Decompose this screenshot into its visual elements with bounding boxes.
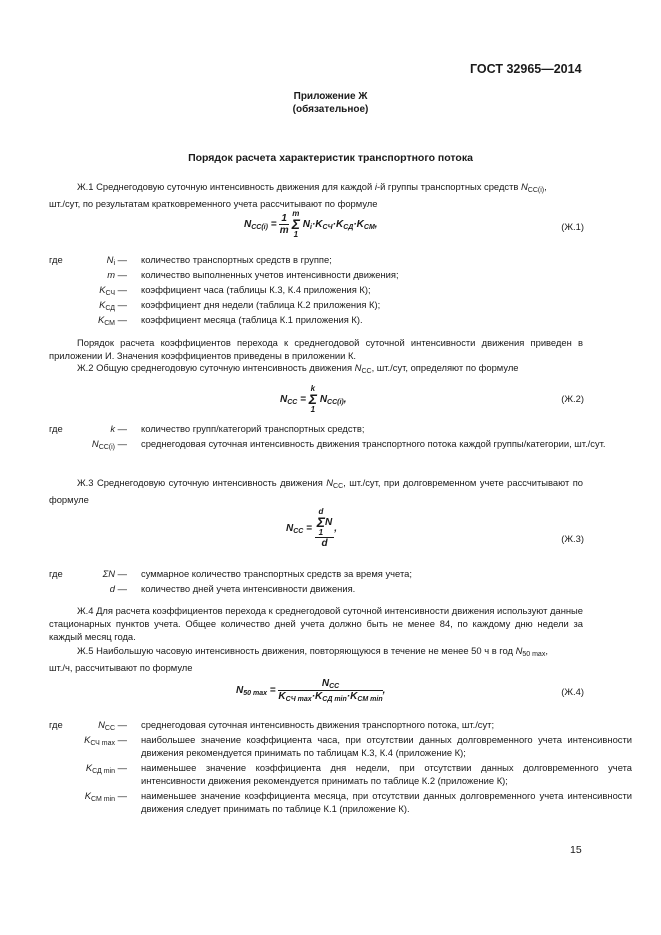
paragraph-zh5: Ж.5 Наибольшую часовую интенсивность движения, повторяющуюся в течение не менее 50 ч в год $N_{50 max}$, шт./ч, рассчитывают по формуле — [49, 645, 548, 673]
standard-header: ГОСТ 32965—2014 — [470, 62, 582, 76]
formula-zh2: $N_{CC} = k$ Σ 1 $N_{CC(i)}$, — [280, 384, 347, 414]
fraction: $\frac{N_{CC}}{K_{СЧ max}\cdot K_{СД min}\cdot K_{СМ min}}$ — [278, 678, 383, 703]
paragraph-zh1: Ж.1 Среднегодовую суточную интенсивность движения для каждой i-й группы транспортных средств $N_{CC(i)}$, шт./сут, по результатам кратковременного учета рассчитывают по формуле — [49, 181, 547, 209]
formula-zh4: $N_{50 max}$ = $\frac{N_{CC}}{K_{СЧ max}\cdot K_{СД min}\cdot K_{СМ min}}$ , — [236, 678, 386, 703]
equation-number: (Ж.1) — [561, 221, 584, 232]
definitions-zh4: где $N_{CC}$ — среднегодовая суточная интенсивность движения транспортного потока, шт./сут; $K_{СЧ max}$ — наибольшее значение коэффициента часа, при отсутствии данных долговременного учета интенсивности движения рекомендуется принимать по таблицам К.3, К.4 (приложение К); $K_{СД min}$ — наименьшее значение коэффициента дня недели, при отсутствии данных долговременного учета интенсивности движения рекомендуется принимать по таблице К.2 (приложение К); $K_{СМ min}$ — наименьшее значение коэффициента месяца, при отсутствии данных долговременного учета интенсивности движения следует принимать по таблице К.1 (приложение К). — [49, 719, 632, 814]
fraction: $\frac{1}{m}$ — [279, 213, 289, 236]
sum-symbol: k Σ 1 — [308, 384, 318, 414]
page-number: 15 — [570, 844, 582, 856]
equation-number: (Ж.4) — [561, 686, 584, 697]
fraction: d Σ 1N d — [316, 507, 333, 549]
paragraph-order: Порядок расчета коэффициентов перехода к среднегодовой суточной интенсивности движения приведен в приложении И. Значения коэффициентов приведены в приложении К. — [49, 337, 583, 361]
equation-number: (Ж.2) — [561, 393, 584, 404]
definitions-zh1: где $N_i$ — количество транспортных средств в группе; m — количество выполненных учетов интенсивности движения; $K_{СЧ}$ — коэффициент часа (таблицы К.3, К.4 приложения К); $K_{СД}$ — коэффициент дня недели (таблица К.2 приложения К); $K_{СМ}$ — коэффициент месяца (таблица К.1 приложения К). — [49, 254, 399, 327]
formula-zh1: $N_{CC(i)}$ = $\frac{1}{m}$ m Σ 1 $N_i\cdot K_{СЧ}\cdot K_{СД}\cdot K_{СМ}$, — [244, 209, 378, 239]
appendix-heading — [0, 90, 661, 116]
appendix-title: Приложение Ж — [293, 91, 368, 102]
sum-symbol: m Σ 1 — [291, 209, 300, 239]
formula-zh3: $N_{CC}$ = d Σ 1N d , — [286, 507, 338, 549]
section-title: Порядок расчета характеристик транспортного потока — [188, 152, 473, 164]
definitions-zh3: где ΣN — суммарное количество транспортных средств за время учета; d — количество дней учета интенсивности движения. — [49, 568, 412, 594]
appendix-status: (обязательное) — [292, 104, 369, 115]
paragraph-zh4: Ж.4 Для расчета коэффициентов перехода к среднегодовой суточной интенсивности движения используют данные стационарных пунктов учета. Общее количество дней учета должно быть не менее 84, по каждому дню недели за каждый месяц года. — [49, 605, 583, 642]
sum-symbol: d Σ 1 — [316, 507, 326, 537]
paragraph-zh3: Ж.3 Среднегодовую суточную интенсивность движения $N_{CC}$, шт./сут, при долговременном учете рассчитывают по формуле — [49, 477, 583, 505]
paragraph-zh2: Ж.2 Общую среднегодовую суточную интенсивность движения $N_{CC}$, шт./сут, определяют по формуле — [77, 362, 519, 375]
equation-number: (Ж.3) — [561, 533, 584, 544]
definitions-zh2: где k — количество групп/категорий транспортных средств; $N_{CC(i)}$ — среднегодовая суточная интенсивность движения транспортного потока каждой группы/категории, шт./сут. — [49, 423, 606, 451]
